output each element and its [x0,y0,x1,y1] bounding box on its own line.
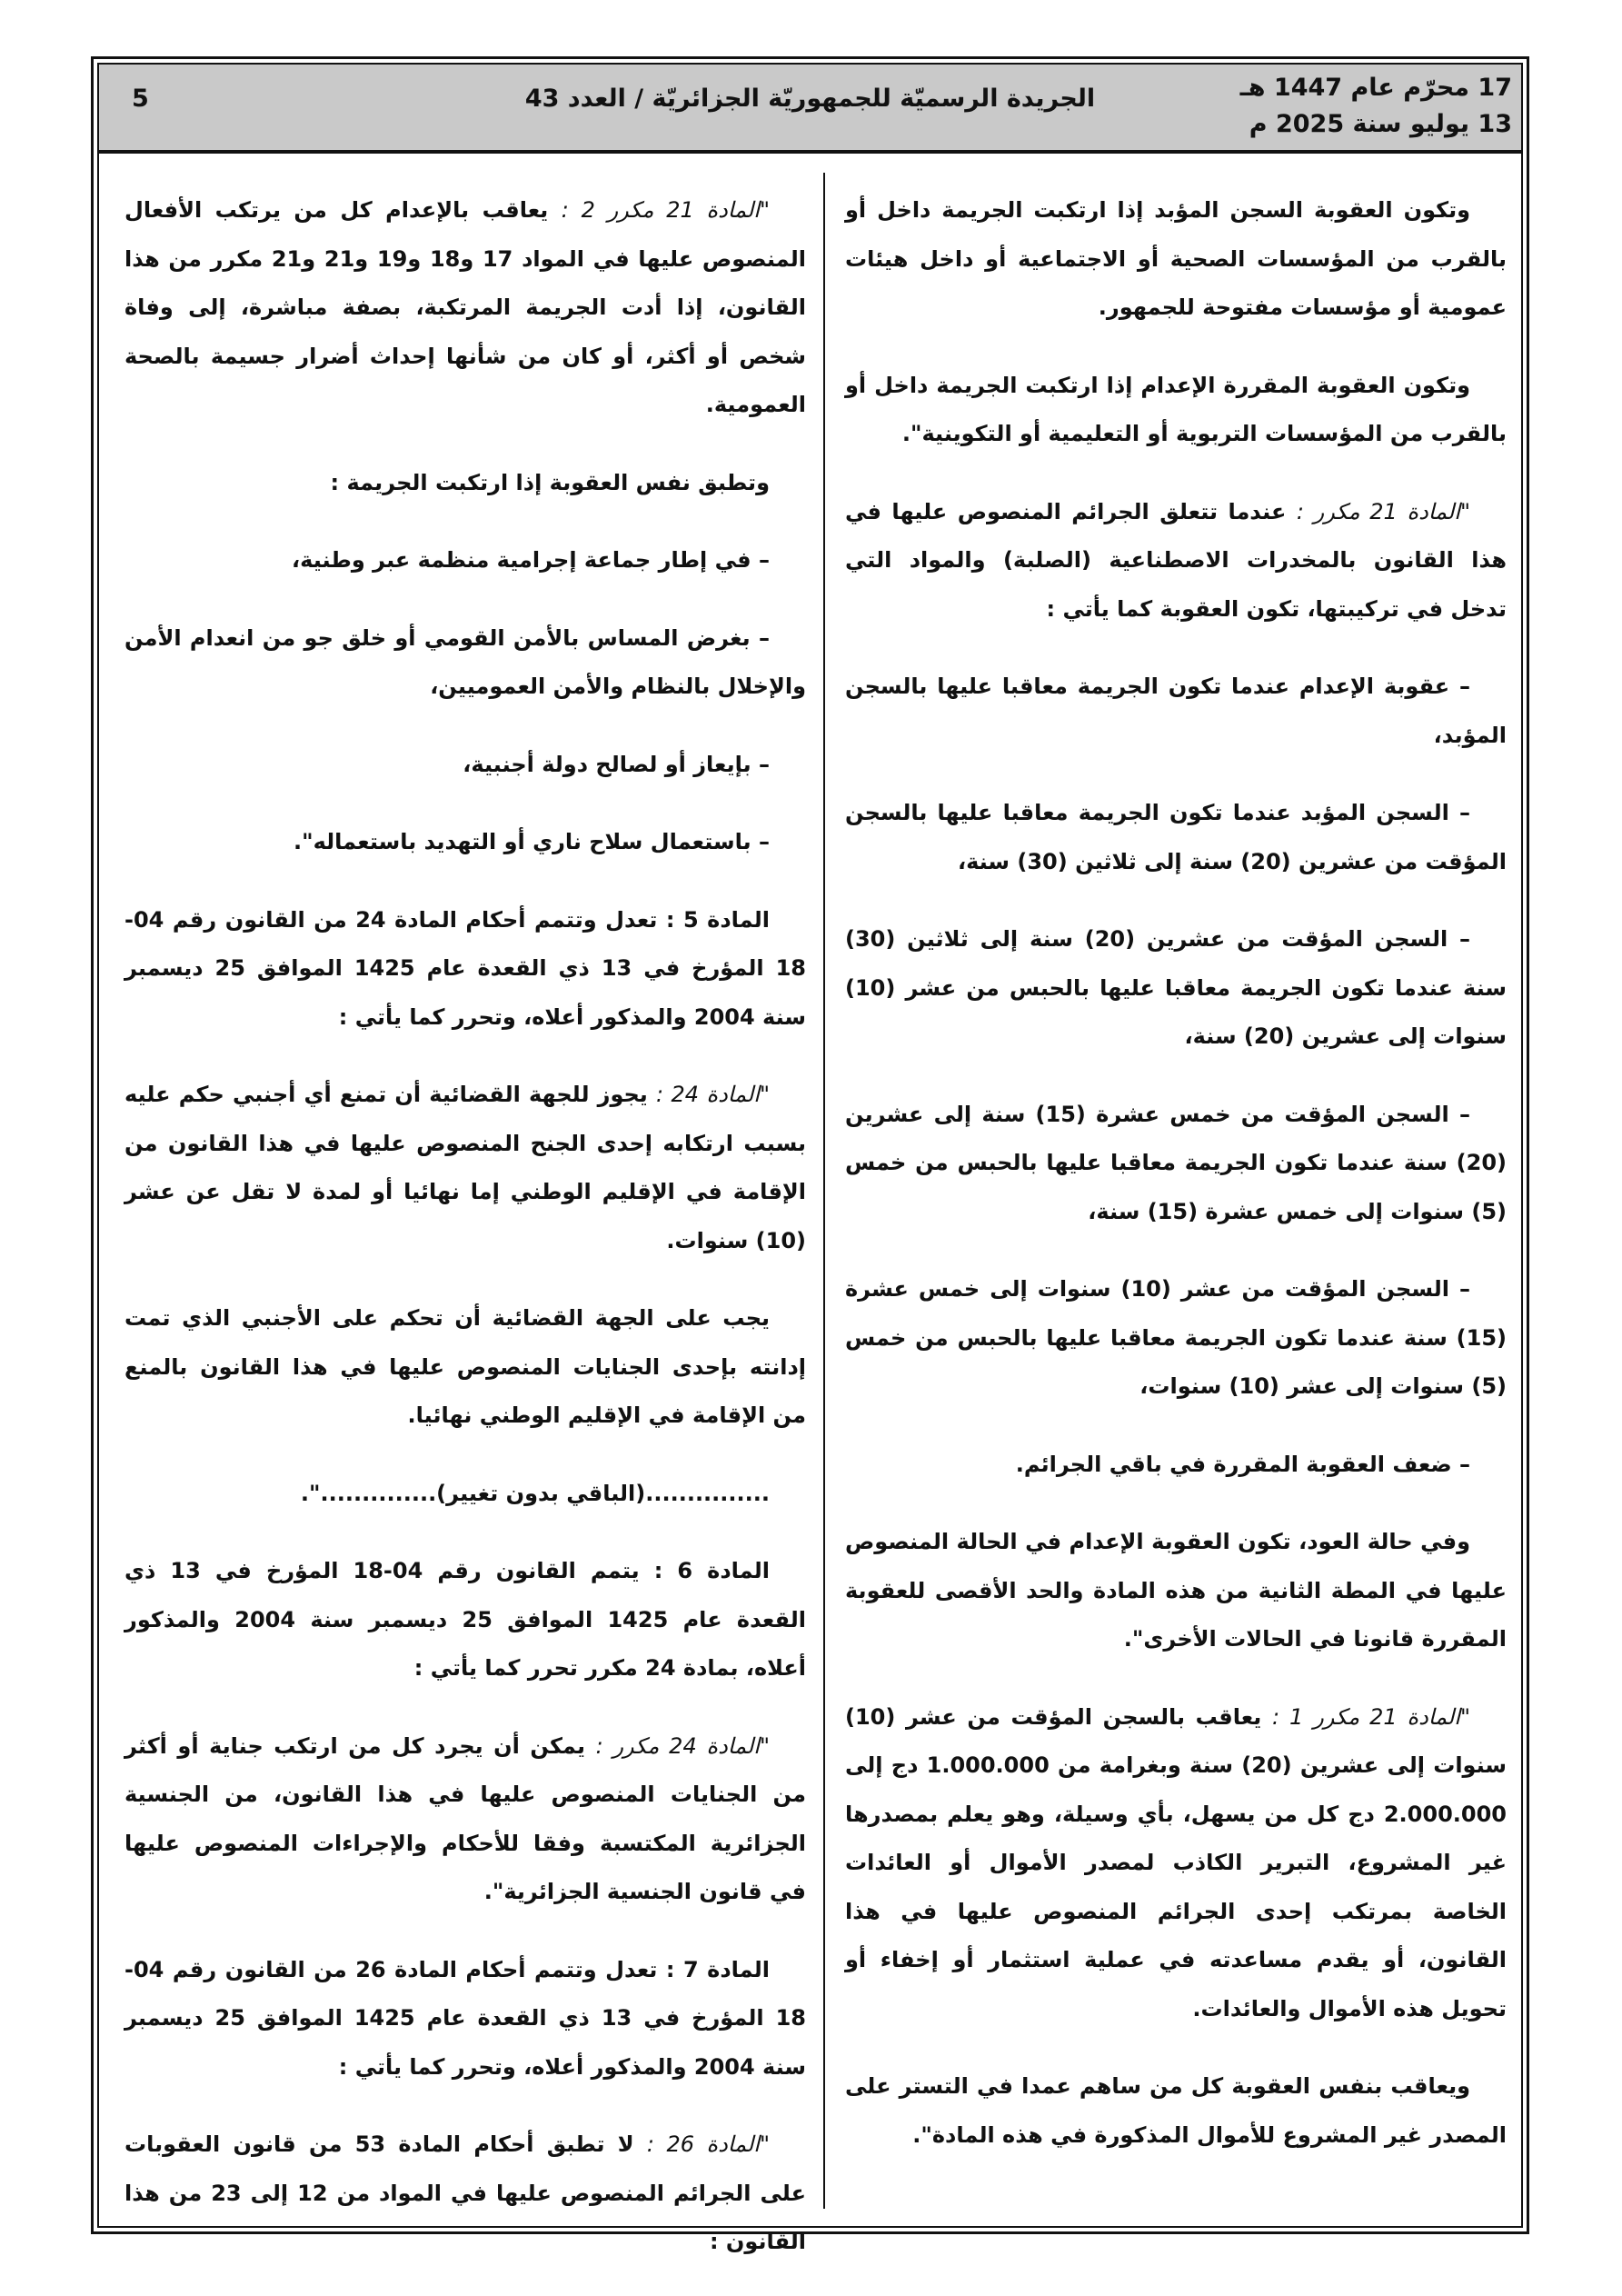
paragraph-text: يتمم القانون رقم 04-18 المؤرخ في 13 ذي القعدة عام 1425 الموافق 25 ديسمبر سنة 2004 والمذكور أعلاه، بمادة 24 مكرر تحرر كما يأتي : [124,1558,806,1681]
paragraph [845,663,1507,760]
page-number: 5 [132,85,149,113]
paragraph-text: يعاقب بالسجن المؤقت من عشر (10) سنوات إلى عشرين (20) سنة وبغرامة من 1.000.000 دج إلى 2.000.000 دج كل من يسهل، بأي وسيلة، وهو يعلم بمصدرها غير المشروع، التبرير الكاذب لمصدر الأموال أو العائدات الخاصة بمرتكب إحدى الجرائم المنصوص عليها في هذا القانون، أو يقدم مساعدته في عملية استثمار أو إخفاء أو تحويل هذه الأموال والعائدات. [845,1703,1508,2021]
paragraph-text: يعاقب بالإعدام كل من يرتكب الأفعال المنصوص عليها في المواد 17 و18 و19 و21 و21 مكرر من هذا القانون، إذا أدت الجريمة المرتكبة، بصفة مباشرة، إلى وفاة شخص أو أكثر، أو كان من شأنها إحداث أضرار جسيمة بالصحة العمومية. [124,197,807,417]
paragraph [845,186,1507,333]
gazette-title: الجريدة الرسميّة للجمهوريّة الجزائريّة / العدد 43 [524,85,1096,113]
paragraph-text: – ضعف العقوبة المقررة في باقي الجرائم. [1015,1451,1470,1477]
paragraph [845,488,1507,634]
paragraph [124,536,806,585]
paragraph [124,1071,806,1265]
paragraph [845,1518,1507,1664]
paragraph-text: – السجن المؤبد عندما تكون الجريمة معاقبا عليها بالسجن المؤقت من عشرين (20) سنة إلى ثلاثين (30) سنة، [845,800,1507,874]
article-heading: "المادة 21 مكرر 2 : [561,197,771,223]
paragraph [124,1294,806,1441]
right-column [845,186,1507,2189]
paragraph-text: يجوز للجهة القضائية أن تمنع أي أجنبي حكم عليه بسبب ارتكابه إحدى الجنح المنصوص عليها في هذا القانون من الإقامة في الإقليم الوطني إما نهائيا أو لمدة لا تقل عن عشر (10) سنوات. [124,1082,806,1253]
paragraph-text: ويعاقب بنفس العقوبة كل من ساهم عمدا في التستر على المصدر غير المشروع للأموال المذكورة في هذه المادة". [845,2073,1507,2148]
article-heading: المادة 5 : [665,906,770,933]
paragraph [124,818,806,867]
paragraph-text: تعدل وتتمم أحكام المادة 24 من القانون رقم 04-18 المؤرخ في 13 ذي القعدة عام 1425 الموافق 25 ديسمبر سنة 2004 والمذكور أعلاه، وتحرر كما يأتي : [124,906,807,1030]
paragraph [845,1693,1507,2034]
paragraph [124,741,806,790]
page-header [99,65,1521,154]
paragraph [845,362,1507,459]
article-heading: "المادة 21 مكرر 1 : [1271,1703,1471,1730]
paragraph-text: وفي حالة العود، تكون العقوبة الإعدام في الحالة المنصوص عليها في المطة الثانية من هذه المادة والحد الأقصى للعقوبة المقررة قانونا في الحالات الأخرى". [845,1529,1507,1652]
hijri-date: 17 محرّم عام 1447 هـ [1239,74,1512,102]
paragraph-text: لا تطبق أحكام المادة 53 من قانون العقوبات على الجرائم المنصوص عليها في المواد من 12 إلى 23 من هذا القانون : [124,2131,806,2254]
article-heading: "المادة 21 مكرر : [1296,498,1470,524]
paragraph-text: – في إطار جماعة إجرامية منظمة عبر وطنية، [292,547,770,573]
article-heading: "المادة 26 : [646,2131,771,2157]
article-heading: "المادة 24 مكرر : [595,1732,770,1759]
left-column [124,186,806,2296]
article-heading: المادة 7 : [665,1956,770,1982]
paragraph [124,459,806,508]
paragraph-text: عندما تتعلق الجرائم المنصوص عليها في هذا القانون بالمخدرات الاصطناعية (الصلبة) والمواد التي تدخل في تركيبتها، تكون العقوبة كما يأتي : [845,498,1507,622]
paragraph [845,2062,1507,2160]
paragraph-text: يمكن أن يجرد كل من ارتكب جناية أو أكثر من الجنايات المنصوص عليها في هذا القانون، من الجنسية الجزائرية المكتسبة وفقا للأحكام والإجراءات المنصوص عليها في قانون الجنسية الجزائرية". [124,1732,806,1904]
paragraph-text: وتكون العقوبة السجن المؤبد إذا ارتكبت الجريمة داخل أو بالقرب من المؤسسات الصحية أو الاجتماعية أو داخل هيئات عمومية أو مؤسسات مفتوحة للجمهور. [845,197,1507,320]
paragraph-text: – بإيعاز أو لصالح دولة أجنبية، [463,751,770,777]
paragraph [124,1946,806,2092]
paragraph-text: وتطبق نفس العقوبة إذا ارتكبت الجريمة : [330,469,770,495]
paragraph-text: – عقوبة الإعدام عندما تكون الجريمة معاقبا عليها بالسجن المؤبد، [845,674,1507,748]
article-heading: المادة 6 : [653,1558,770,1583]
paragraph [845,1441,1507,1490]
paragraph [845,1265,1507,1412]
paragraph-text: – بغرض المساس بالأمن القومي أو خلق جو من انعدام الأمن والإخلال بالنظام والأمن العموميين، [124,624,806,699]
paragraph [124,1547,806,1693]
paragraph [124,2121,806,2267]
paragraph-text: وتكون العقوبة المقررة الإعدام إذا ارتكبت الجريمة داخل أو بالقرب من المؤسسات التربوية أو التعليمية أو التكوينية". [845,372,1507,446]
paragraph [845,789,1507,886]
paragraph [845,915,1507,1062]
paragraph-text: – السجن المؤقت من عشرين (20) سنة إلى ثلاثين (30) سنة عندما تكون الجريمة معاقبا عليها بالحبس من عشر (10) سنوات إلى عشرين (20) سنة، [845,926,1507,1049]
paragraph-text: – السجن المؤقت من عشر (10) سنوات إلى خمس عشرة (15) سنة عندما تكون الجريمة معاقبا عليها بالحبس من خمس (5) سنوات إلى عشر (10) سنوات، [845,1276,1507,1399]
paragraph-text: – السجن المؤقت من خمس عشرة (15) سنة إلى عشرين (20) سنة عندما تكون الجريمة معاقبا عليها بالحبس من خمس (5) سنوات إلى خمس عشرة (15) سنة، [845,1101,1507,1224]
gregorian-date: 13 يوليو سنة 2025 م [1249,110,1512,138]
paragraph-text: – باستعمال سلاح ناري أو التهديد باستعماله". [293,829,770,854]
paragraph [124,1722,806,1917]
paragraph-text: ...............(الباقي بدون تغيير)..............". [300,1480,770,1506]
column-divider [823,173,825,2209]
paragraph [124,614,806,712]
paragraph [124,1470,806,1519]
article-heading: "المادة 24 : [656,1082,770,1107]
paragraph-text: يجب على الجهة القضائية أن تحكم على الأجنبي الذي تمت إدانته بإحدى الجنايات المنصوص عليها في هذا القانون بالمنع من الإقامة في الإقليم الوطني نهائيا. [124,1305,806,1428]
paragraph [124,186,806,430]
paragraph-text: تعدل وتتمم أحكام المادة 26 من القانون رقم 04-18 المؤرخ في 13 ذي القعدة عام 1425 الموافق 25 ديسمبر سنة 2004 والمذكور أعلاه، وتحرر كما يأتي : [124,1956,807,2080]
paragraph [124,896,806,1043]
paragraph [845,1091,1507,1237]
